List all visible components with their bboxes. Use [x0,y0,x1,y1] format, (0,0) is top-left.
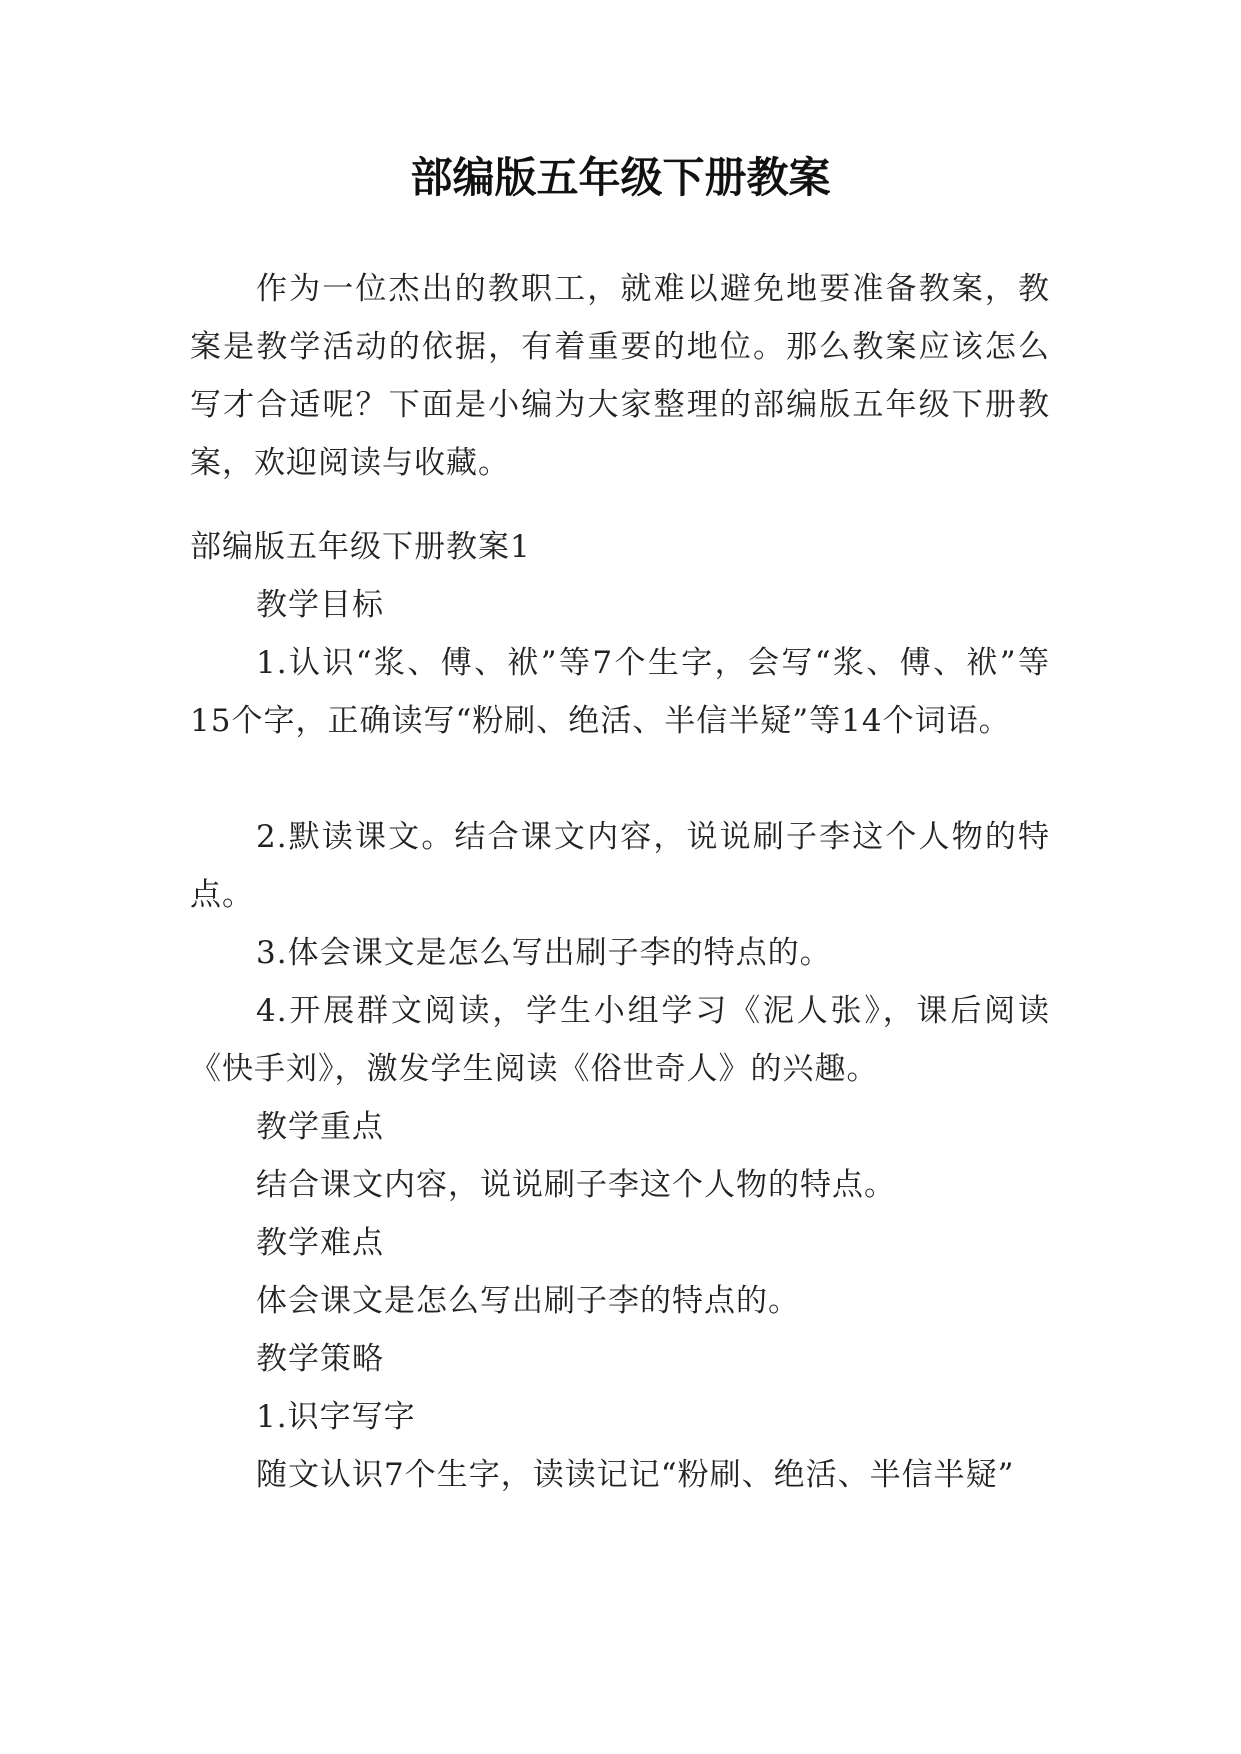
goal-2: 2.默读课文。结合课文内容，说说刷子李这个人物的特点。 [190,819,1050,913]
strategy-1: 1.识字写字 [256,1399,416,1435]
intro-paragraph: 作为一位杰出的教职工，就难以避免地要准备教案，教案是教学活动的依据，有着重要的地位。那么教案应该怎么写才合适呢？下面是小编为大家整理的部编版五年级下册教案，欢迎阅读与收藏。 [190,271,1050,481]
strategy-heading: 教学策略 [256,1341,384,1377]
goal-3: 3.体会课文是怎么写出刷子李的特点的。 [256,935,832,971]
goals-heading: 教学目标 [256,587,384,623]
key-heading: 教学重点 [256,1109,384,1145]
goal-4: 4.开展群文阅读，学生小组学习《泥人张》，课后阅读《快手刘》，激发学生阅读《俗世奇人》的兴趣。 [190,993,1050,1087]
key-text: 结合课文内容，说说刷子李这个人物的特点。 [256,1167,896,1203]
goal-1: 1.认识“浆、傅、袱”等7个生字，会写“浆、傅、袱”等15个字，正确读写“粉刷、绝活、半信半疑”等14个词语。 [190,645,1050,739]
document-title: 部编版五年级下册教案 [410,153,831,202]
difficulty-text: 体会课文是怎么写出刷子李的特点的。 [256,1283,800,1319]
section-title: 部编版五年级下册教案1 [190,529,531,565]
strategy-1-text: 随文认识7个生字，读读记记“粉刷、绝活、半信半疑” [256,1457,1015,1493]
difficulty-heading: 教学难点 [256,1225,384,1261]
